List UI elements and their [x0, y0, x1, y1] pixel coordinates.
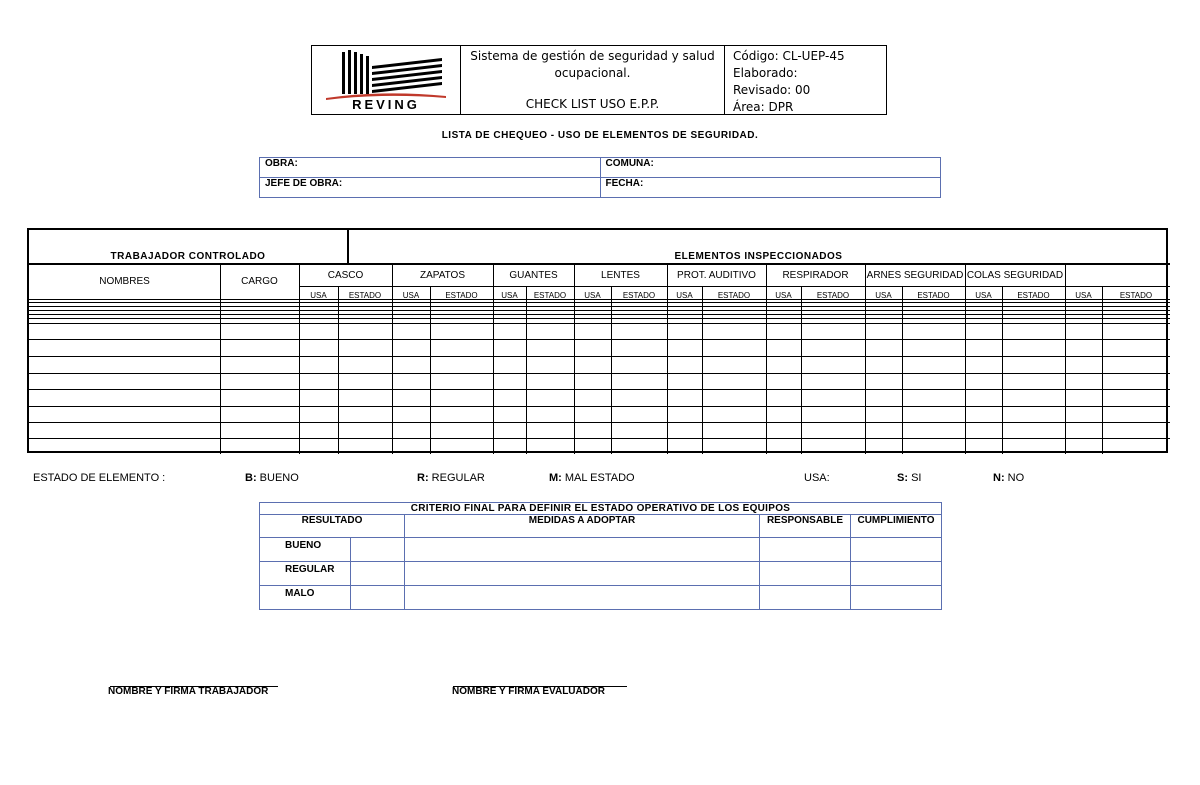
- grid-line: [29, 263, 1170, 265]
- grid-line: [29, 310, 1170, 311]
- estado-header: ESTADO: [348, 291, 382, 300]
- medidas-header: MEDIDAS A ADOPTAR: [405, 515, 760, 538]
- responsable-header: RESPONSABLE: [760, 515, 851, 538]
- grid-line: [220, 264, 221, 454]
- estado-header: ESTADO: [1017, 291, 1050, 300]
- row-label-bueno: BUENO: [260, 538, 351, 562]
- grid-line: [801, 287, 802, 454]
- estado-header: ESTADO: [533, 291, 567, 300]
- cell[interactable]: [351, 538, 405, 562]
- estado-header: ESTADO: [717, 291, 751, 300]
- comuna-field[interactable]: COMUNA:: [600, 158, 941, 178]
- item-header: LENTES: [601, 270, 640, 281]
- grid-line: [29, 339, 1170, 340]
- cell[interactable]: [851, 586, 942, 610]
- document-meta: [725, 46, 886, 114]
- usa-header: USA: [310, 291, 327, 300]
- usa-header: USA: [402, 291, 420, 300]
- fecha-field[interactable]: FECHA:: [600, 178, 941, 198]
- grid-line: [902, 287, 903, 454]
- usa-header: USA: [501, 291, 518, 300]
- criterio-title: CRITERIO FINAL PARA DEFINIR EL ESTADO OPERATIVO DE LOS EQUIPOS: [260, 503, 942, 515]
- criterio-table: [259, 502, 942, 610]
- grid-line: [1002, 287, 1003, 454]
- cell[interactable]: [760, 538, 851, 562]
- item-header: COLAS SEGURIDAD: [966, 270, 1064, 281]
- item-header: GUANTES: [509, 270, 558, 281]
- usa-header: USA: [676, 291, 693, 300]
- document-header: [311, 45, 887, 115]
- jefe-obra-field[interactable]: JEFE DE OBRA:: [260, 178, 601, 198]
- grid-line: [29, 314, 1170, 315]
- item-header: ZAPATOS: [419, 270, 465, 281]
- grid-line: [29, 323, 1170, 324]
- codigo: Código: CL-UEP-45: [733, 49, 845, 63]
- estado-header: ESTADO: [816, 291, 850, 300]
- cell[interactable]: [851, 538, 942, 562]
- header-elementos: ELEMENTOS INSPECCIONADOS: [674, 251, 843, 262]
- usa-header: USA: [875, 291, 892, 300]
- grid-line: [29, 406, 1170, 407]
- usa-header: USA: [1075, 291, 1092, 300]
- inspection-grid: [27, 228, 1168, 453]
- header-cargo: CARGO: [241, 276, 278, 287]
- grid-line: [29, 356, 1170, 357]
- cell[interactable]: [351, 562, 405, 586]
- resultado-header: RESULTADO: [260, 515, 405, 538]
- document-title: LISTA DE CHEQUEO - USO DE ELEMENTOS DE SEGURIDAD.: [441, 130, 759, 141]
- row-label-malo: MALO: [260, 586, 351, 610]
- legend-estado-label: ESTADO DE ELEMENTO :: [33, 472, 166, 484]
- grid-line: [702, 287, 703, 454]
- legend-usa-label: USA:: [804, 472, 830, 484]
- usa-header: USA: [584, 291, 601, 300]
- estado-header: ESTADO: [917, 291, 950, 300]
- revisado: Revisado: 00: [733, 83, 811, 97]
- company-logo: [312, 46, 461, 114]
- cell[interactable]: [405, 538, 760, 562]
- legend-regular: R: REGULAR: [417, 472, 485, 484]
- signature-evaluador: NOMBRE Y FIRMA EVALUADOR: [452, 686, 605, 697]
- grid-line: [430, 287, 431, 454]
- system-title: Sistema de gestión de seguridad y salud ocupacional.: [470, 49, 715, 80]
- cell[interactable]: [851, 562, 942, 586]
- system-title-cell: [461, 46, 725, 114]
- grid-line: [1102, 287, 1103, 454]
- usa-header: USA: [975, 291, 992, 300]
- area: Área: DPR: [733, 100, 794, 114]
- header-trabajador: TRABAJADOR CONTROLADO: [110, 251, 266, 262]
- cumplimiento-header: CUMPLIMIENTO: [851, 515, 942, 538]
- signature-trabajador: NOMBRE Y FIRMA TRABAJADOR: [108, 686, 269, 697]
- cell[interactable]: [405, 586, 760, 610]
- legend-no: N: NO: [993, 472, 1025, 484]
- grid-line: [29, 318, 1170, 319]
- legend-mal-estado: M: MAL ESTADO: [549, 472, 635, 484]
- elaborado: Elaborado:: [733, 66, 798, 80]
- legend-bueno: B: BUENO: [245, 472, 299, 484]
- grid-line: [526, 287, 527, 454]
- item-header: PROT. AUDITIVO: [677, 270, 756, 281]
- cell[interactable]: [405, 562, 760, 586]
- item-header: ARNES SEGURIDAD: [866, 270, 964, 281]
- legend-si: S: SI: [897, 472, 922, 484]
- estado-header: ESTADO: [445, 291, 478, 300]
- estado-header: ESTADO: [1119, 291, 1153, 300]
- grid-line: [29, 373, 1170, 374]
- building-logo-icon: [312, 46, 460, 114]
- obra-field[interactable]: OBRA:: [260, 158, 601, 178]
- logo-wordmark: REVING: [352, 97, 420, 112]
- grid-line: [29, 422, 1170, 423]
- grid-line: [29, 389, 1170, 390]
- checklist-subtitle: CHECK LIST USO E.P.P.: [525, 97, 660, 111]
- grid-line: [611, 287, 612, 454]
- cell[interactable]: [351, 586, 405, 610]
- grid-line: [29, 306, 1170, 307]
- header-nombres: NOMBRES: [99, 276, 150, 287]
- usa-header: USA: [775, 291, 792, 300]
- item-header: RESPIRADOR: [782, 270, 849, 281]
- grid-line: [338, 287, 339, 454]
- cell[interactable]: [760, 586, 851, 610]
- estado-header: ESTADO: [622, 291, 656, 300]
- obra-info-table: [259, 157, 941, 198]
- grid-line: [29, 438, 1170, 439]
- cell[interactable]: [760, 562, 851, 586]
- grid-line: [299, 286, 1170, 287]
- row-label-regular: REGULAR: [260, 562, 351, 586]
- grid-line: [29, 302, 1170, 303]
- item-header: CASCO: [327, 270, 364, 281]
